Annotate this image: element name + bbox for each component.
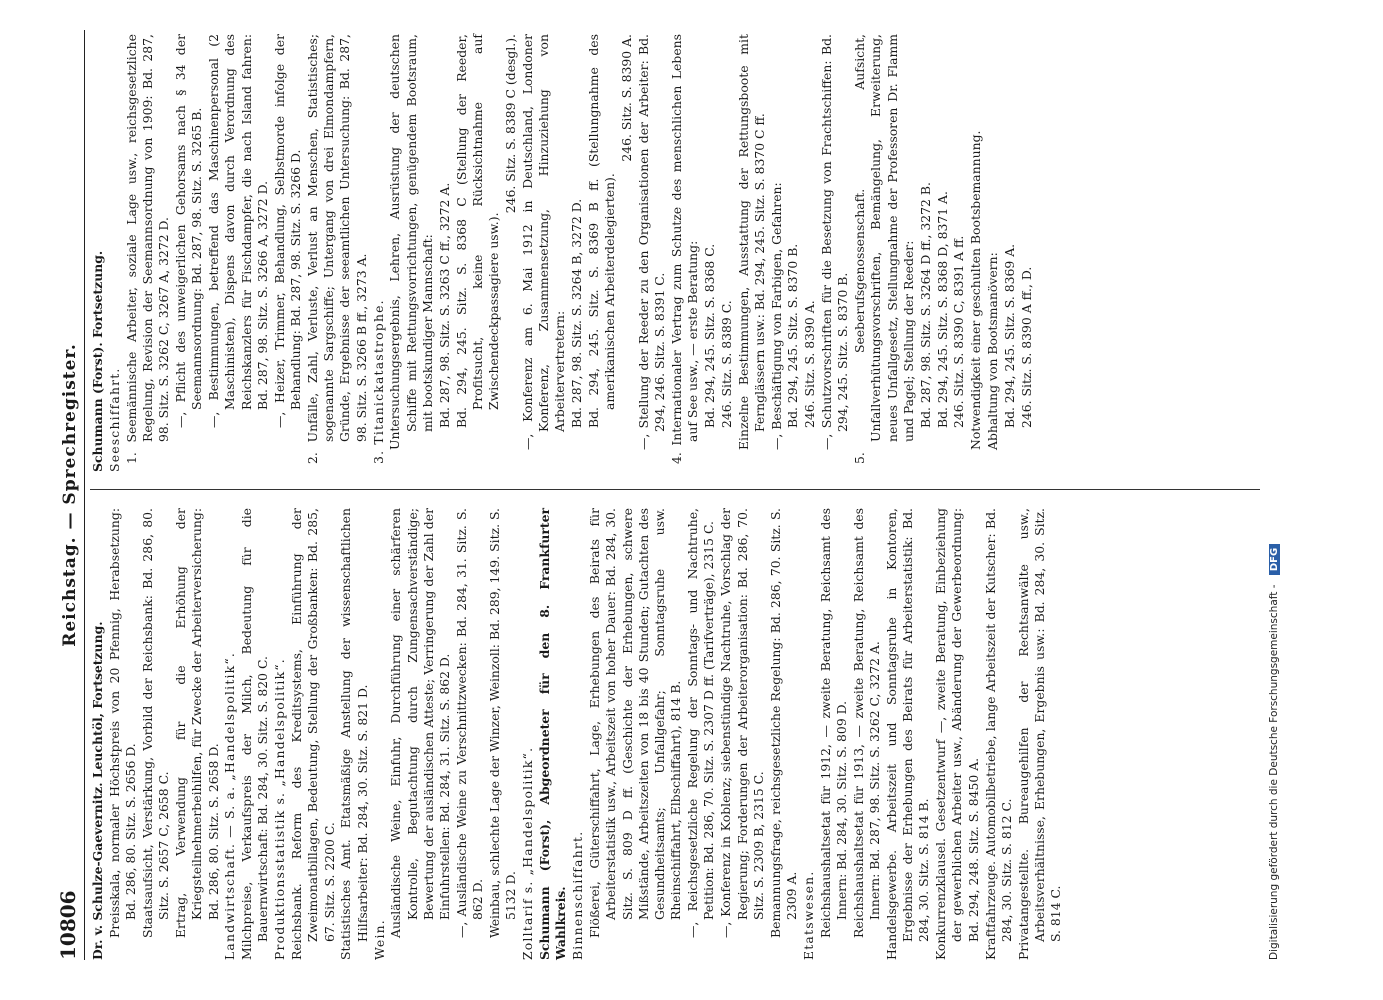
- column-divider: [90, 489, 1260, 490]
- left-column: [90, 508, 1065, 960]
- credit-text: Digitalisierung gefördert durch die Deutsche Forschungsgemeinschaft -: [1268, 584, 1280, 960]
- index-entry: Kraftfahrzeuge. Automobilbetriebe, lange Arbeitszeit der Kutscher: Bd. 284, 30. Sitz. S. 812 C.: [982, 508, 1014, 960]
- index-entry: Schumann (Forst). Fortsetzung.: [90, 250, 105, 472]
- index-entry: Reichshaushaltsetat für 1913, — zweite Beratung, Reichsamt des Innern: Bd. 287, 98. Sitz. S. 3262 C, 3272 A.: [850, 508, 882, 938]
- index-entry: Untersuchungsergebnis, Lehren, Ausrüstung der deutschen Schiffe mit Rettungsvorrichtungen, genügendem Bootsraum, mit bootskundiger Mannschaft:: [387, 34, 435, 450]
- index-entry: Bd. 294, 245. Sitz. S. 8369 A.: [1001, 243, 1017, 428]
- index-entry: —, Stellung der Reeder zu den Organisationen der Arbeiter: Bd. 294, 246. Sitz. S. 8391 C.: [635, 34, 668, 450]
- index-entry: 2. Unfälle, Zahl, Verluste, Verlust an Menschen, Statistisches; sogenannte Sargschiffe; Untergang von drei Elmondampfern, Gründe, Ergebnisse der seeamtlichen Untersuchung: Bd. 287, 98. Sitz. S. 3266 B ff., 3273 A.: [304, 34, 369, 464]
- digitization-credit: [1268, 20, 1290, 960]
- index-entry: —, Konferenz in Koblenz; siebenstündige Nachtruhe, Vorschlag der Regierung; Forderungen der Arbeiterorganisation: Bd. 286, 70. Sitz. S. 2309 B, 2315 C.: [718, 508, 766, 938]
- index-entry: 246. Sitz. S. 8390 A.: [619, 34, 634, 162]
- index-entry: Zolltarif s. „Handelspolitik“.: [520, 746, 536, 960]
- index-entry: 246. Sitz. S. 8390 A.: [802, 300, 818, 428]
- index-entry: Preisskala, normaler Höchstpreis von 20 Pfennig, Herabsetzung: Bd. 286, 80. Sitz. S. 2656 D.: [106, 508, 139, 938]
- index-entry: Milchpreise, Verkaufspreis der Milch, Bedeutung für die Bauernwirtschaft: Bd. 284, 30. Sitz. S. 820 C.: [239, 508, 271, 960]
- index-entry: Dr. v. Schulze-Gaevernitz. Leuchtöl, Fortsetzung.: [90, 621, 105, 960]
- index-entry: Staatsaufsicht, Verstärkung, Vorbild der Reichsbank: Bd. 286, 80. Sitz. S. 2657 C, 2658 C.: [139, 508, 172, 938]
- index-entry: —, Reichsgesetzliche Regelung der Sonntags- und Nachtruhe, Petition: Bd. 286, 70. Sitz. S. 2307 D ff. (Tarifverträge), 2315 C.: [685, 508, 717, 938]
- index-entry: Wein.: [371, 919, 387, 960]
- index-entry: 246. Sitz. S. 8390 C, 8391 A ff.: [951, 235, 967, 428]
- index-entry: —, Konferenz am 6. Mai 1912 in Deutschland, Londoner Konferenz, Zusammensetzung, Hinzuziehung von Arbeitervertretern:: [519, 34, 568, 450]
- index-entry: Landwirtschaft. — S. a. „Handelspolitik“.: [222, 651, 238, 960]
- index-entry: Ertrag, Verwendung für die Erhöhung der Kriegsteilnehmerbeihilfen, für Zwecke der Arbeiterversicherung: Bd. 286, 80. Sitz. S. 2658 D.: [172, 508, 221, 938]
- index-entry: 246. Sitz. S. 8389 C (desgl.).: [502, 34, 518, 214]
- index-entry: Produktionsstatistik s. „Handelspolitik“.: [272, 658, 288, 960]
- index-entry: Bd. 287, 98. Sitz. S. 3264 D ff., 3272 B.: [917, 182, 933, 428]
- index-entry: 4. Internationaler Vertrag zum Schutze des menschlichen Lebens auf See usw., — erste Beratung:: [668, 34, 701, 464]
- index-entry: Seeschiffahrt.: [106, 367, 122, 472]
- index-entry: Bd. 294, 245. Sitz. S. 8368 C (Stellung der Reeder, Profitsucht, keine Rücksichtnahme auf Zwischendeckpassagiere usw.).: [453, 34, 502, 428]
- index-entry: 1. Seemännische Arbeiter, soziale Lage usw., reichsgesetzliche Regelung, Revision der Seemannsordnung von 1909: Bd. 287, 98. Sitz. S. 3262 C, 3267 A, 3272 D.: [123, 34, 172, 464]
- index-entry: —, Pflicht des unweigerlichen Gehorsams nach § 34 der Seemannsordnung: Bd. 287, 98. Sitz. S. 3265 B.: [172, 34, 205, 428]
- index-entry: Schumann (Forst), Abgeordneter für den 8. Frankfurter Wahlkreis.: [537, 508, 569, 960]
- index-entry: —, Beschäftigung von Farbigen, Gefahren:: [768, 182, 784, 450]
- index-entry: Etatswesen.: [800, 870, 816, 960]
- index-entry: Privatangestellte. Bureaugehilfen der Rechtsanwälte usw., Arbeitsverhältnisse, Erhebungen, Ergebnis usw.: Bd. 284, 30. Sitz. S. 814 C.: [1015, 508, 1064, 960]
- index-entry: —, Heizer, Trimmer, Behandlung, Selbstmorde infolge der Behandlung: Bd. 287, 98. Sitz. S. 3266 D.: [271, 34, 304, 428]
- index-entry: 5. Seeberufsgenossenschaft. Aufsicht, Unfallverhütungsvorschriften, Bemängelung, Erweiterung, neues Unfallgesetz, Stellungnahme der Professoren Dr. Flamm und Pagel; Stellung der Reeder:: [852, 34, 917, 464]
- index-entry: Statistisches Amt. Etatsmäßige Anstellung der wissenschaftlichen Hilfsarbeiter: Bd. 284, 30. Sitz. S. 821 D.: [338, 508, 370, 960]
- index-entry: Bd. 294, 245. Sitz. S. 8369 B ff. (Stellungnahme des amerikanischen Arbeiterdelegierten).: [585, 34, 618, 428]
- page-number: 10806: [56, 890, 80, 960]
- index-entry: Bd. 294, 245. Sitz. S. 8368 D, 8371 A.: [934, 191, 950, 428]
- index-entry: Bemannungsfrage, reichsgesetzliche Regelung: Bd. 286, 70. Sitz. S. 2309 A.: [767, 508, 799, 938]
- right-column: [90, 34, 1035, 472]
- index-entry: —, Bestimmungen, betreffend das Maschinenpersonal (2 Maschinisten), Dispens davon durch Verordnung des Reichskanzlers für Fischdampfer, die nach Island fahren: Bd. 287, 98. Sitz. S. 3266 A, 3272 D.: [206, 34, 270, 428]
- index-entry: Einzelne Bestimmungen, Ausstattung der Rettungsboote mit Fernglässern usw.: Bd. 294, 245. Sitz. S. 8370 C ff.: [735, 34, 767, 450]
- index-entry: Bd. 294, 245. Sitz. S. 8370 B.: [785, 243, 801, 428]
- index-entry: Bd. 287, 98. Sitz. S. 3263 C ff., 3272 A.: [436, 182, 452, 428]
- index-entry: Bd. 287, 98. Sitz. S. 3264 B, 3272 D.: [569, 198, 585, 428]
- index-entry: 246. Sitz. S. 8390 A ff., D.: [1018, 266, 1034, 428]
- index-entry: —, Schutzvorschriften für die Besetzung von Frachtschiffen: Bd. 294, 245. Sitz. S. 8370 B.: [819, 34, 851, 450]
- index-entry: 246. Sitz. S. 8389 C.: [718, 300, 734, 428]
- page-title: Reichstag. — Sprechregister.: [60, 343, 80, 647]
- index-entry: Reichsbank. Reform des Kreditsystems, Einführung der Zweimonatbillagen, Bedeutung, Stellung der Großbanken: Bd. 285, 67. Sitz. S. 2200 C.: [289, 508, 337, 960]
- page-header: [50, 30, 85, 960]
- index-entry: —, Ausländische Weine zu Verschnittzwecken: Bd. 284, 31. Sitz. S. 862 D.: [454, 508, 486, 938]
- index-entry: Flößerei, Güterschiffahrt, Lage, Erhebungen des Beirats für Arbeiterstatistik usw., Arbeitszeit von hoher Dauer: Bd. 284, 30. Sitz. S. 809 D ff. (Geschichte der Erhebungen, schwere Mißstände, Arbeitszeiten von 18 bis 40 Stunden; Gutachten des Gesundheitsamts; Unfallgefahr; Sonntagsruhe usw. Rheinschiffahrt, Elbschiffahrt), 814 B.: [586, 508, 684, 938]
- index-entry: Abhaltung von Bootsmanövern:: [985, 252, 1001, 450]
- index-entry: 3. Titanickatastrophe.: [370, 299, 386, 464]
- index-entry: Bd. 294, 245. Sitz. S. 8368 C.: [701, 243, 717, 428]
- index-entry: Weinbau, schlechte Lage der Winzer, Weinzoll: Bd. 289, 149. Sitz. S. 5132 D.: [487, 508, 519, 938]
- dfg-logo: DFG: [1269, 544, 1280, 575]
- index-entry: Notwendigkeit einer geschulten Bootsbemannung.: [968, 130, 984, 450]
- index-entry: Konkurrenzklausel. Gesetzentwurf —, zweite Beratung, Einbeziehung der gewerblichen Arbeiter usw., Abänderung der Gewerbeordnung: Bd. 294, 248. Sitz. S. 8450 A.: [933, 508, 981, 960]
- index-entry: Ausländische Weine, Einfuhr, Durchführung einer schärferen Kontrolle, Begutachtung durch Zungensachverständige; Bewertung der ausländischen Atteste; Verringerung der Zahl der Einfuhrstellen: Bd. 284, 31. Sitz. S. 862 D.: [388, 508, 453, 938]
- index-entry: Reichshaushaltsetat für 1912, — zweite Beratung, Reichsamt des Innern: Bd. 284, 30. Sitz. S. 809 D.: [817, 508, 849, 938]
- index-entry: Binnenschiffahrt.: [570, 830, 586, 960]
- index-entry: Handelsgewerbe. Arbeitszeit und Sonntagsruhe in Kontoren, Ergebnisse der Erhebungen des Beirats für Arbeiterstatistik: Bd. 284, 30. Sitz. S. 814 B.: [883, 508, 932, 960]
